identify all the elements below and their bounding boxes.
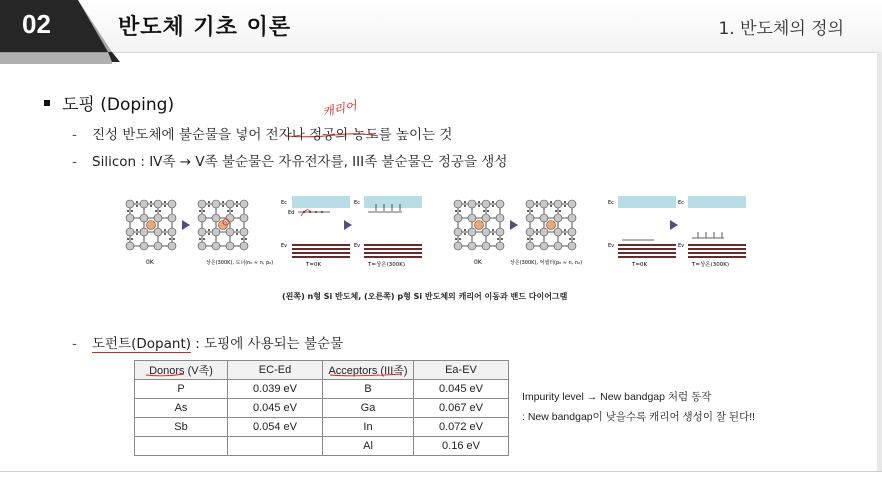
svg-text:Ev: Ev xyxy=(678,243,685,249)
p-lattice-0k xyxy=(449,195,507,253)
svg-text:Ec: Ec xyxy=(354,200,360,206)
table-header: Acceptors (III족) xyxy=(323,361,414,380)
table-header-underline xyxy=(140,372,420,378)
bullet-heading-text: 도핑 (Doping) xyxy=(62,95,175,115)
p-band-300k xyxy=(688,196,746,258)
table-cell: 0.045 eV xyxy=(228,399,323,418)
p-lattice-300k xyxy=(521,195,579,253)
table-cell: 0.039 eV xyxy=(228,380,323,399)
sub-item-2: - Silicon : IV족 → V족 불순물은 자유전자를, III족 불순물은 정공을 생성 xyxy=(72,154,508,170)
n-band-arrow-icon xyxy=(344,220,352,230)
table-row xyxy=(135,418,509,437)
scrollbar[interactable] xyxy=(877,52,882,472)
table-row xyxy=(135,437,509,456)
svg-text:Ed: Ed xyxy=(288,210,295,216)
n-band-300k xyxy=(364,196,422,258)
svg-text:Ev: Ev xyxy=(608,243,615,249)
doping-figure xyxy=(118,192,758,287)
svg-text:Ec: Ec xyxy=(678,200,684,206)
table-header: Ea-EV xyxy=(414,361,509,380)
n-band-label-300k: T=상온(300K) xyxy=(368,262,405,268)
p-band-label-300k: T=상온(300K) xyxy=(692,262,729,268)
table-cell: 0.16 eV xyxy=(414,437,509,456)
svg-text:Ev: Ev xyxy=(281,243,288,249)
table-cell: B xyxy=(323,380,414,399)
note-1: Impurity level → New bandgap 처럼 동작 xyxy=(522,391,712,403)
sub-item-1-text: 진성 반도체에 불순물을 넣어 전자나 정공의 농도를 높이는 것 xyxy=(92,127,453,143)
section-badge xyxy=(0,0,112,52)
badge-shape xyxy=(0,0,125,64)
table-cell xyxy=(135,437,228,456)
table-cell: Al xyxy=(323,437,414,456)
p-band-0k xyxy=(618,196,676,258)
table-cell: In xyxy=(323,418,414,437)
sub-item-3: - 도펀트(Dopant) : 도핑에 사용되는 불순물 xyxy=(72,336,344,352)
n-band-label-0k: T=0K xyxy=(306,262,322,268)
table-cell: Ga xyxy=(323,399,414,418)
sub-item-2-text: Silicon : IV족 → V족 불순물은 자유전자를, III족 불순물은 정공을 생성 xyxy=(92,154,508,170)
n-lattice-300k xyxy=(193,195,251,253)
table-cell: Sb xyxy=(135,418,228,437)
table-cell: 0.054 eV xyxy=(228,418,323,437)
table-header: Donors (V족) xyxy=(135,361,228,380)
dopant-definition: : 도핑에 사용되는 불순물 xyxy=(191,336,344,352)
table-cell: 0.045 eV xyxy=(414,380,509,399)
n-lattice-0k xyxy=(121,195,179,253)
p-band-label-0k: T=0K xyxy=(632,262,648,268)
svg-text:Ec: Ec xyxy=(281,200,287,206)
n-label-300k: 상온(300K), 도너(n₀ ≈ n, p₀) xyxy=(206,260,274,266)
handwritten-annotation: 캐리어 xyxy=(321,98,358,120)
figure-caption: (왼쪽) n형 Si 반도체, (오른쪽) p형 Si 반도체의 캐리어 이동과 밴드 다이어그램 xyxy=(282,292,568,301)
table-header: EC-Ed xyxy=(228,361,323,380)
n-label-0k: 0K xyxy=(146,259,154,266)
table-cell xyxy=(228,437,323,456)
table-cell: P xyxy=(135,380,228,399)
table-cell: As xyxy=(135,399,228,418)
p-label-300k: 상온(300K), 억셉터(p₀ ≈ n, n₀) xyxy=(510,260,583,266)
bullet-square-icon xyxy=(44,100,50,106)
table-cell: 0.072 eV xyxy=(414,418,509,437)
p-arrow-icon xyxy=(510,220,518,230)
svg-text:Ec: Ec xyxy=(608,200,614,206)
dopant-term: 도펀트(Dopant) xyxy=(92,336,192,352)
table-row xyxy=(135,380,509,399)
bullet-heading xyxy=(44,90,174,115)
svg-text:Ev: Ev xyxy=(354,243,361,249)
p-band-arrow-icon xyxy=(670,220,678,230)
note-2: : New bandgap이 낮을수록 캐리어 생성이 잘 된다!! xyxy=(522,411,756,423)
n-band-0k xyxy=(292,196,350,258)
table-cell: 0.067 eV xyxy=(414,399,509,418)
slide-title: 반도체 기초 이론 xyxy=(118,15,292,40)
p-label-0k: 0K xyxy=(474,259,482,266)
slide-subtitle: 1. 반도체의 정의 xyxy=(718,19,844,39)
slide-header xyxy=(0,0,882,53)
table-row xyxy=(135,399,509,418)
footer-divider xyxy=(0,471,882,472)
section-number: 02 xyxy=(22,9,51,39)
sub-item-1: - 진성 반도체에 불순물을 넣어 전자나 정공의 농도를 높이는 것 xyxy=(72,127,453,143)
n-arrow-icon xyxy=(182,220,190,230)
